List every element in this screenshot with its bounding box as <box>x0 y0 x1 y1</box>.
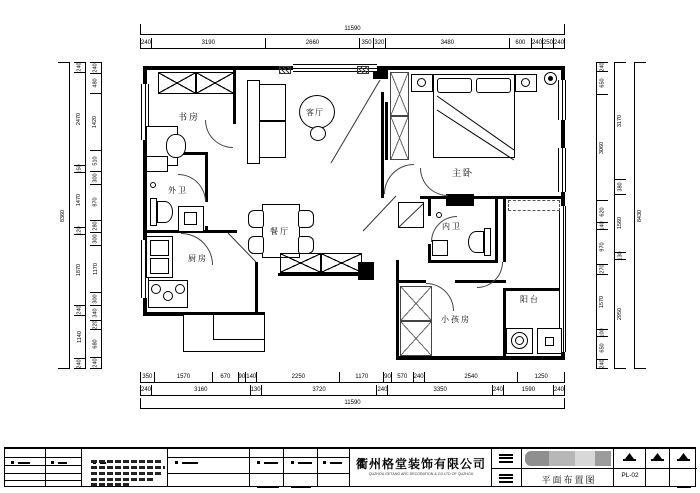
room-label-living: 客厅 <box>306 108 324 117</box>
balcony-sink-inner <box>545 337 554 346</box>
field-mark <box>257 475 279 493</box>
dim-segment: 240 <box>553 387 564 393</box>
dim-row-top <box>140 38 565 49</box>
wall <box>278 273 364 276</box>
dim-segment: 240 <box>597 359 608 368</box>
dim-segment: 670 <box>212 372 237 382</box>
basin <box>432 240 448 256</box>
room-label-kitchen: 厨房 <box>188 254 208 263</box>
notes-text <box>91 478 153 481</box>
dim-segment: 240 <box>74 358 85 368</box>
door-arc <box>384 164 414 194</box>
dim-segment: 2470 <box>74 72 85 165</box>
sink-basin <box>150 240 169 256</box>
lamp <box>417 78 426 87</box>
notes-text <box>91 472 161 475</box>
dim-row-bottom-inner <box>140 372 565 383</box>
dim-segment: 3350 <box>387 385 491 395</box>
notes-text <box>91 483 131 486</box>
dim-segment: 240 <box>531 40 542 46</box>
door-arc <box>420 168 448 196</box>
wall <box>255 262 258 314</box>
window <box>558 80 566 120</box>
redacted-area <box>575 451 595 466</box>
wall <box>428 196 431 216</box>
room-label-dining: 餐厅 <box>270 227 290 236</box>
room-label-kids: 小孩房 <box>441 315 471 324</box>
dim-segment: 970 <box>597 229 608 263</box>
tv <box>385 102 388 160</box>
wall <box>396 280 426 283</box>
dim-col-left-inner <box>90 62 102 369</box>
dim-segment: 240 <box>90 357 101 368</box>
dim-segment: 340 <box>90 305 101 320</box>
dim-segment: 320 <box>374 40 385 46</box>
logo-icon <box>499 472 513 484</box>
field-mark <box>257 451 278 469</box>
dim-segment: 1590 <box>503 385 553 395</box>
dim-segment: 870 <box>90 184 101 220</box>
dim-total-bottom: 11590 <box>140 398 565 409</box>
dim-segment: 240 <box>74 62 85 72</box>
dim-segment: 650 <box>597 71 608 94</box>
burner <box>163 291 173 301</box>
room-label-balcony: 阳台 <box>520 295 540 304</box>
dim-segment: 140 <box>597 222 608 229</box>
dim-segment: 680 <box>90 329 101 357</box>
dim-segment: 510 <box>90 150 101 171</box>
wall <box>396 260 399 360</box>
dim-segment: 240 <box>413 374 424 380</box>
dim-segment: 240 <box>597 62 608 71</box>
wall <box>420 196 565 199</box>
dim-segment: 1870 <box>74 234 85 304</box>
dim-segment: 480 <box>90 73 101 93</box>
dim-segment: 2540 <box>424 372 518 382</box>
basin <box>146 156 168 172</box>
burner <box>151 284 161 294</box>
sheet-number: PL-02 <box>621 472 639 479</box>
dim-segment: 3480 <box>385 38 509 48</box>
title-block <box>4 447 696 487</box>
dim-segment: 350 <box>359 38 372 48</box>
dim-segment: 240 <box>74 305 85 315</box>
company-name: 衢州格堂装饰有限公司 <box>355 457 486 471</box>
field-mark <box>175 451 198 469</box>
company-name-en: QUZHOU GETANG ARC DECORATION & CO.LTD OF QUZHOU <box>368 471 474 476</box>
dim-segment: 3160 <box>151 385 250 395</box>
dim-segment: 3720 <box>261 385 377 395</box>
chair <box>248 236 264 254</box>
room-label-guest-bath: 外卫 <box>168 186 188 195</box>
toilet-tank <box>484 228 491 256</box>
dim-segment: 240 <box>90 62 101 73</box>
dim-total-top: 11590 <box>140 24 565 35</box>
dim-segment: 100 <box>597 329 608 336</box>
dim-segment: 150 <box>74 165 85 172</box>
downlight-dot <box>548 76 553 81</box>
dim-segment: 570 <box>391 372 413 382</box>
notes-text <box>91 466 165 469</box>
dim-segment: 1140 <box>74 315 85 358</box>
dim-col-left-mid <box>74 62 86 369</box>
drawing-title: 平面布置图 <box>541 475 597 485</box>
dim-segment: 650 <box>597 336 608 359</box>
toilet-bowl <box>468 231 484 253</box>
drying-rack <box>508 200 560 211</box>
dim-segment: 3190 <box>151 38 265 48</box>
dim-segment: 1420 <box>90 93 101 150</box>
dim-segment: 1560 <box>615 194 626 252</box>
wall-hatch <box>279 66 291 74</box>
wall <box>205 152 208 202</box>
dim-segment: 240 <box>141 387 152 393</box>
wall <box>381 92 384 198</box>
field-mark <box>323 451 342 469</box>
dim-segment: 1570 <box>154 372 212 382</box>
dim-segment: 600 <box>509 38 531 48</box>
dim-segment: 270 <box>597 264 608 274</box>
cabinet <box>158 72 196 94</box>
dim-segment: 300 <box>90 171 101 184</box>
dim-segment: 1570 <box>597 274 608 329</box>
dim-segment: 300 <box>90 292 101 305</box>
shoe-cabinet <box>398 202 424 228</box>
dim-segment: 380 <box>615 179 626 194</box>
burner <box>175 284 185 294</box>
dim-segment: 1170 <box>90 245 101 292</box>
room-label-master: 主卧 <box>452 168 475 178</box>
sink-basin <box>150 258 169 274</box>
lamp <box>521 78 530 87</box>
wall <box>495 196 498 263</box>
dim-col-right-inner <box>596 62 608 369</box>
wall <box>503 288 565 291</box>
field-mark <box>11 451 30 469</box>
wardrobe <box>400 321 432 356</box>
room-label-inner-bath: 内卫 <box>442 222 462 231</box>
column <box>446 194 474 206</box>
sideboard <box>280 253 321 273</box>
dim-segment: 1470 <box>74 172 85 228</box>
cabinet <box>196 72 234 94</box>
redacted-area <box>549 451 575 466</box>
redacted-area <box>525 451 549 466</box>
dim-segment: 250 <box>542 40 553 46</box>
dim-segment: 220 <box>90 320 101 330</box>
wall <box>503 196 506 262</box>
dim-segment: 240 <box>141 40 152 46</box>
dim-segment: 2660 <box>265 38 360 48</box>
chair <box>166 134 186 158</box>
window <box>558 148 566 192</box>
dim-segment: 620 <box>597 200 608 222</box>
dim-segment: 350 <box>140 372 154 382</box>
pillow <box>476 78 511 93</box>
field-mark <box>677 475 691 493</box>
dim-row-bottom-mid <box>140 385 565 396</box>
dim-segment: 90 <box>238 374 246 380</box>
toilet-bowl <box>157 201 173 223</box>
dim-segment: 1250 <box>517 372 565 382</box>
dim-segment: 3060 <box>597 94 608 200</box>
dim-segment: 1170 <box>339 372 383 382</box>
notes-text <box>91 460 163 463</box>
toilet-tank <box>150 198 157 226</box>
dim-segment: 2250 <box>256 372 339 382</box>
logo-icon <box>499 452 513 464</box>
wall <box>396 356 565 360</box>
floor-drain <box>150 182 156 188</box>
dim-segment: 300 <box>90 232 101 245</box>
wardrobe <box>390 116 409 160</box>
door-arc <box>205 120 233 148</box>
sofa-cushion <box>259 84 286 121</box>
door-arc <box>477 262 503 288</box>
dim-segment: 130 <box>615 252 626 259</box>
dim-segment: 90 <box>384 374 391 380</box>
floor-drain <box>436 212 442 218</box>
dim-total-right: 8430 <box>634 62 646 369</box>
dim-segment: 3170 <box>615 62 626 179</box>
sofa-cushion <box>259 121 286 158</box>
wardrobe <box>400 286 432 321</box>
field-mark <box>291 451 312 469</box>
room-label-study: 书房 <box>178 112 201 122</box>
dim-segment: 130 <box>250 387 261 393</box>
sideboard <box>321 253 362 273</box>
chair <box>248 210 264 228</box>
ceiling-lamp-small <box>310 126 326 141</box>
wardrobe <box>390 72 409 116</box>
dim-segment: 240 <box>553 40 564 46</box>
shaft-outline <box>213 314 265 340</box>
chair <box>298 236 314 254</box>
washer-drum-inner <box>515 336 524 345</box>
dim-segment: 140 <box>246 374 257 380</box>
field-mark <box>51 451 67 469</box>
wall-hatch <box>357 66 369 74</box>
pillow <box>437 78 472 93</box>
field-mark <box>291 475 311 493</box>
chair <box>298 210 314 228</box>
dim-total-left: 8360 <box>58 62 70 369</box>
dim-col-right-mid <box>614 62 626 369</box>
shower-tray-inner <box>184 212 197 225</box>
dim-segment: 2950 <box>615 259 626 368</box>
redacted-area <box>595 451 611 466</box>
dim-segment: 280 <box>90 220 101 232</box>
dim-segment: 240 <box>492 387 503 393</box>
dim-segment: 240 <box>377 387 388 393</box>
dim-segment: 120 <box>74 227 85 234</box>
